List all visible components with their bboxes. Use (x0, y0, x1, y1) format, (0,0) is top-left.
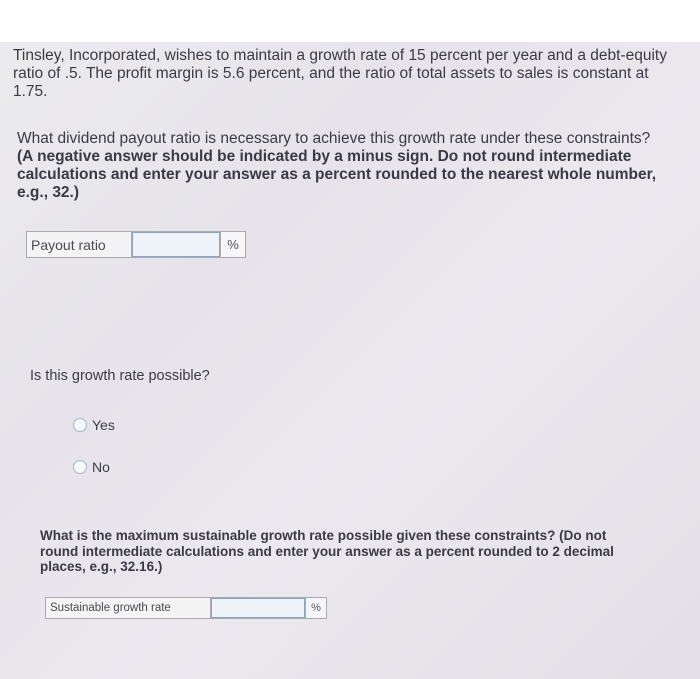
question-sustainable (40, 528, 640, 575)
question-payout-instruction: (A negative answer should be indicated by a minus sign. Do not round intermediate calculations and enter your answer as a percent rounded to the nearest whole number, e.g., 32.) (17, 148, 657, 201)
question-sustainable-text: What is the maximum sustainable growth rate possible given these constraints? (40, 528, 556, 543)
problem-intro: Tinsley, Incorporated, wishes to maintain a growth rate of 15 percent per year and a debt-equity ratio of .5. The profit margin is 5.6 percent, and the ratio of total assets to sales is constant at 1.75. (13, 47, 667, 100)
payout-ratio-label: Payout ratio (27, 232, 132, 257)
top-white-bar (0, 0, 700, 42)
radio-no-circle[interactable] (73, 460, 87, 474)
sustainable-growth-label: Sustainable growth rate (46, 598, 211, 618)
question-payout (17, 130, 667, 202)
sustainable-growth-row (45, 597, 327, 619)
question-payout-text: What dividend payout ratio is necessary to achieve this growth rate under these constraints? (17, 130, 651, 147)
radio-yes-circle[interactable] (73, 418, 87, 432)
radio-no-label: No (92, 459, 110, 475)
radio-yes-label: Yes (92, 417, 115, 433)
payout-ratio-row (26, 231, 246, 258)
question-sustainable-instruction: (Do not round intermediate calculations and enter your answer as a percent rounded to 2 decimal places, e.g., 32.16.) (40, 528, 614, 574)
sustainable-growth-input[interactable] (211, 598, 305, 618)
question-possible: Is this growth rate possible? (30, 368, 210, 384)
radio-no[interactable] (73, 459, 110, 475)
payout-ratio-unit: % (220, 232, 245, 257)
radio-yes[interactable] (73, 417, 115, 433)
payout-ratio-input[interactable] (132, 232, 220, 257)
sustainable-growth-unit: % (305, 598, 326, 618)
